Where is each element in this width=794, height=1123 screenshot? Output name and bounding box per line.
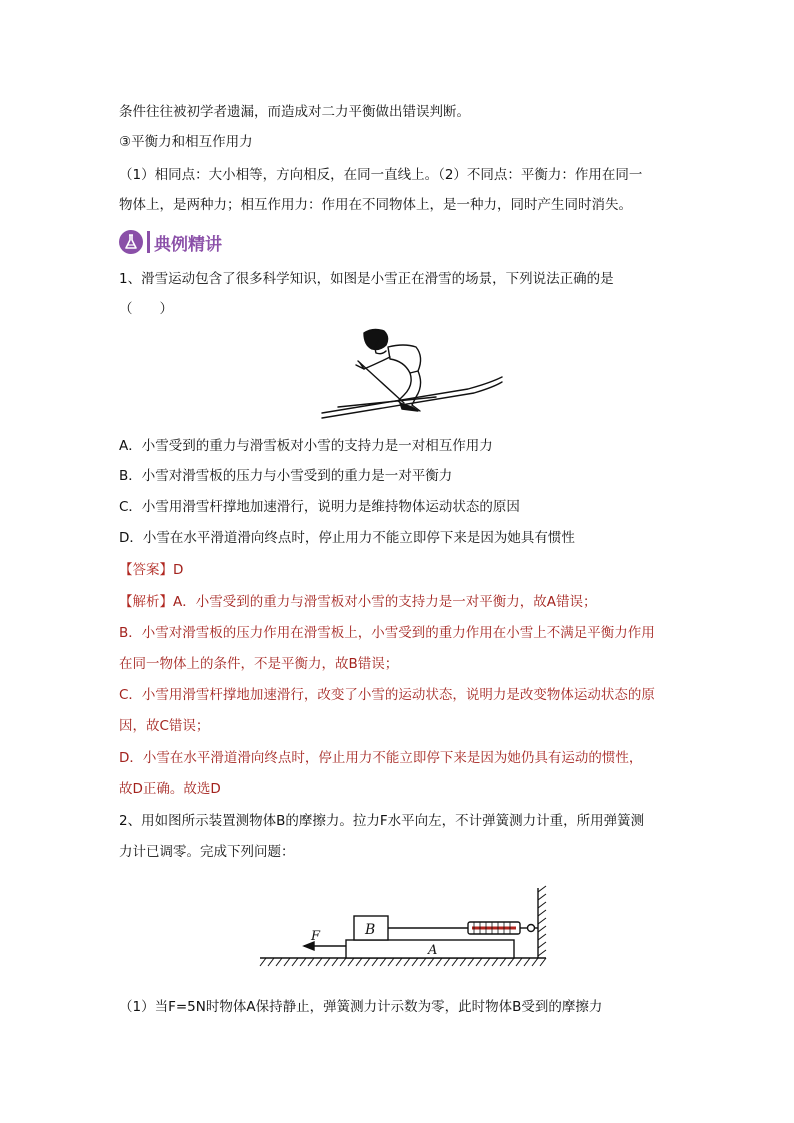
analysis-line-7: 故D正确。故选D <box>119 781 221 797</box>
option-c: C．小雪用滑雪杆撑地加速滑行，说明力是维持物体运动状态的原因 <box>119 499 520 515</box>
analysis-line-5: 因，故C错误； <box>119 718 210 734</box>
answer-tag: 【答案】 <box>119 562 173 578</box>
question-1-bracket: （ ） <box>119 301 173 317</box>
question-1-stem: 1、滑雪运动包含了很多科学知识，如图是小雪正在滑雪的场景，下列说法正确的是 <box>119 271 614 287</box>
point-3-heading: ③平衡力和相互作用力 <box>119 134 253 150</box>
option-b: B．小雪对滑雪板的压力与小雪受到的重力是一对平衡力 <box>119 468 453 484</box>
question-2-stem: 2、用如图所示装置测物体B的摩擦力。拉力F水平向左，不计弹簧测力计重，所用弹簧测 <box>119 813 645 829</box>
analysis-line-1 <box>119 592 596 612</box>
friction-apparatus-figure <box>258 884 548 970</box>
analysis-line-2: B．小雪对滑雪板的压力作用在滑雪板上，小雪受到的重力作用在小雪上不满足平衡力作用 <box>119 625 655 641</box>
label-a: A <box>428 943 438 958</box>
label-force-f: F <box>311 929 321 944</box>
question-2-sub-1: （1）当F=5N时物体A保持静止，弹簧测力计示数为零，此时物体B受到的摩擦力 <box>119 999 603 1015</box>
section-title: 典例精讲 <box>154 234 222 255</box>
option-a: A．小雪受到的重力与滑雪板对小雪的支持力是一对相互作用力 <box>119 438 493 454</box>
section-divider <box>147 231 150 253</box>
skier-figure <box>318 325 504 420</box>
point-3-line-1: （1）相同点：大小相等，方向相反，在同一直线上。（2）不同点：平衡力：作用在同一 <box>119 167 643 183</box>
answer-line <box>119 560 183 580</box>
point-3-line-2: 物体上，是两种力；相互作用力：作用在不同物体上，是一种力，同时产生同时消失。 <box>119 197 632 213</box>
analysis-tag: 【解析】 <box>119 594 173 610</box>
analysis-text: A．小雪受到的重力与滑雪板对小雪的支持力是一对平衡力，故A错误； <box>173 594 597 610</box>
intro-text-line: 条件往往被初学者遗漏，而造成对二力平衡做出错误判断。 <box>119 104 470 120</box>
label-b: B <box>365 922 376 938</box>
answer-value: D <box>173 562 184 578</box>
section-header <box>119 228 222 256</box>
option-d: D．小雪在水平滑道滑向终点时，停止用力不能立即停下来是因为她具有惯性 <box>119 530 575 546</box>
analysis-line-6: D．小雪在水平滑道滑向终点时，停止用力不能立即停下来是因为她仍具有运动的惯性， <box>119 750 643 766</box>
analysis-line-3: 在同一物体上的条件，不是平衡力，故B错误； <box>119 656 399 672</box>
flask-icon <box>119 230 143 254</box>
question-2-stem-cont: 力计已调零。完成下列问题： <box>119 844 295 860</box>
analysis-line-4: C．小雪用滑雪杆撑地加速滑行，改变了小雪的运动状态，说明力是改变物体运动状态的原 <box>119 687 655 703</box>
